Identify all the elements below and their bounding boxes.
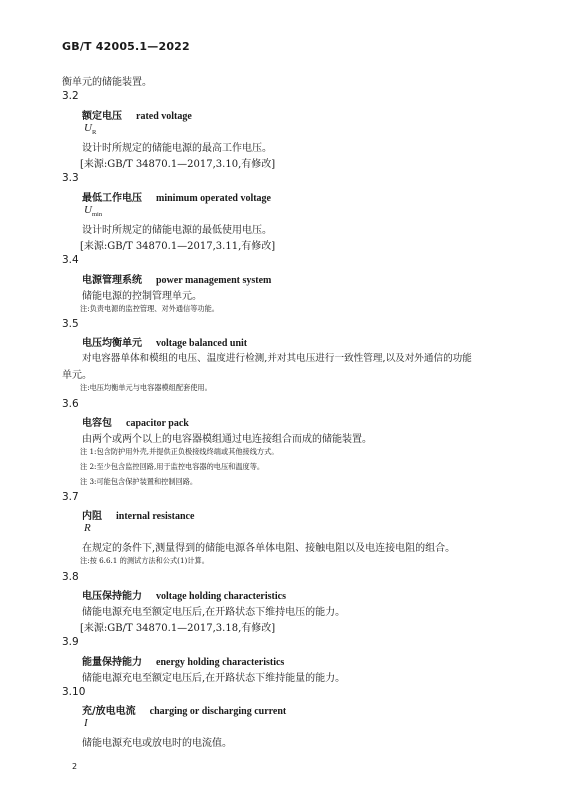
term-zh: 充/放电电流 <box>82 706 136 717</box>
term-note: 注 3:可能包含保护装置和控制回路。 <box>80 477 198 486</box>
term-note: 注:按 6.6.1 的测试方法和公式(1)计算。 <box>80 556 209 565</box>
term-en: rated voltage <box>136 111 192 122</box>
term-en: capacitor pack <box>126 418 189 429</box>
term-definition: 储能电源充电至额定电压后,在开路状态下维持电压的能力。 <box>82 607 346 618</box>
term-heading <box>82 189 271 204</box>
term-definition-cont: 单元。 <box>62 370 92 381</box>
term-heading <box>82 271 271 286</box>
term-en: energy holding characteristics <box>156 657 285 668</box>
term-symbol: $U_{min}$ <box>84 204 103 219</box>
term-heading <box>82 653 284 668</box>
term-symbol: R <box>84 522 91 534</box>
term-zh: 内阻 <box>82 511 102 522</box>
term-zh: 电容包 <box>82 418 112 429</box>
term-definition: 储能电源充电至额定电压后,在开路状态下维持能量的能力。 <box>82 673 346 684</box>
term-symbol: I <box>84 717 88 729</box>
clause-number: 3.5 <box>62 318 79 330</box>
term-heading <box>82 702 286 717</box>
term-note: 注 1:包含防护用外壳,并提供正负极接线终端或其他接线方式。 <box>80 447 279 456</box>
clause-number: 3.4 <box>62 254 79 266</box>
term-definition: 储能电源充电或放电时的电流值。 <box>82 738 232 749</box>
clause-number: 3.8 <box>62 571 79 583</box>
clause-number: 3.9 <box>62 636 79 648</box>
term-en: internal resistance <box>116 511 195 522</box>
page-number: 2 <box>72 762 78 771</box>
clause-number: 3.2 <box>62 90 79 102</box>
clause-number: 3.7 <box>62 491 79 503</box>
clause-number: 3.10 <box>62 686 86 698</box>
term-en: charging or discharging current <box>149 706 287 717</box>
term-definition: 对电容器单体和模组的电压、温度进行检测,并对其电压进行一致性管理,以及对外通信的功能 <box>82 353 472 364</box>
clause-number: 3.6 <box>62 398 79 410</box>
term-heading <box>82 107 192 122</box>
term-zh: 电源管理系统 <box>82 275 142 286</box>
term-zh: 最低工作电压 <box>82 193 142 204</box>
term-source: [来源:GB/T 34870.1—2017,3.10,有修改] <box>80 159 276 170</box>
term-definition: 设计时所规定的储能电源的最低使用电压。 <box>82 225 272 236</box>
term-en: voltage holding characteristics <box>156 591 286 602</box>
term-heading <box>82 414 189 429</box>
term-definition: 由两个或两个以上的电容器模组通过电连接组合而成的储能装置。 <box>82 434 372 445</box>
clause-number: 3.3 <box>62 172 79 184</box>
term-heading <box>82 334 247 349</box>
term-definition: 在规定的条件下,测量得到的储能电源各单体电阻、接触电阻以及电连接电阻的组合。 <box>82 543 456 554</box>
continuation-text: 衡单元的储能装置。 <box>62 77 152 88</box>
term-source: [来源:GB/T 34870.1—2017,3.11,有修改] <box>80 241 276 252</box>
term-symbol: $U_R$ <box>84 122 97 137</box>
term-note: 注:电压均衡单元与电容器模组配套使用。 <box>80 383 212 392</box>
term-note: 注 2:至少包含监控回路,用于监控电容器的电压和温度等。 <box>80 462 265 471</box>
term-en: voltage balanced unit <box>156 338 248 349</box>
term-heading <box>82 587 286 602</box>
standard-header: GB/T 42005.1—2022 <box>62 40 190 53</box>
term-note: 注:负责电源的监控管理、对外通信等功能。 <box>80 304 219 313</box>
term-en: minimum operated voltage <box>156 193 271 204</box>
term-definition: 设计时所规定的储能电源的最高工作电压。 <box>82 143 272 154</box>
term-zh: 额定电压 <box>82 111 122 122</box>
term-zh: 电压均衡单元 <box>82 338 142 349</box>
term-zh: 电压保持能力 <box>82 591 142 602</box>
term-heading <box>82 507 194 522</box>
term-definition: 储能电源的控制管理单元。 <box>82 291 202 302</box>
term-zh: 能量保持能力 <box>82 657 142 668</box>
term-en: power management system <box>156 275 272 286</box>
term-source: [来源:GB/T 34870.1—2017,3.18,有修改] <box>80 623 276 634</box>
